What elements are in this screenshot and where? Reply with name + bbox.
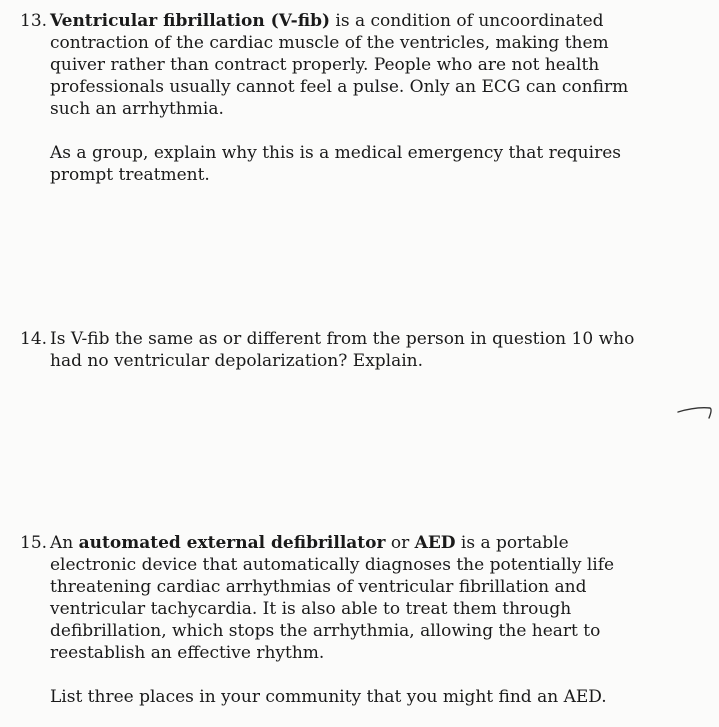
- question-14: [20, 328, 660, 372]
- term-ventricular-fibrillation: Ventricular fibrillation (V-fib): [50, 11, 330, 31]
- question-text-body: is a portable electronic device that automatically diagnoses the potentially life threatening cardiac arrhythmias of ventricular fibrillation and ventricular tachycardia. It is also able to treat them through defibrillation, which stops the arrhythmia, allowing the heart to reestablish an effective rhythm.: [50, 533, 615, 663]
- question-number: 15.: [20, 533, 48, 553]
- question-text-part: or: [385, 533, 415, 553]
- question-number: 13.: [20, 11, 48, 31]
- term-aed: AED: [414, 533, 456, 553]
- question-15: [20, 532, 660, 708]
- question-prompt: As a group, explain why this is a medical emergency that requires prompt treatment.: [50, 143, 621, 185]
- question-text-part: An: [50, 533, 79, 553]
- term-automated-external-defibrillator: automated external defibrillator: [78, 533, 386, 553]
- question-text-body: is a condition of uncoordinated contraction of the cardiac muscle of the ventricles, making them quiver rather than contract properly. People who are not health professionals usually cannot feel a pulse. Only an ECG can confirm such an arrhythmia.: [50, 11, 629, 119]
- question-text: Is V-fib the same as or different from the person in question 10 who had no ventricular depolarization? Explain.: [50, 329, 635, 371]
- pen-mark: [674, 402, 719, 422]
- question-13: [20, 10, 660, 186]
- question-text: [50, 532, 660, 664]
- question-prompt: List three places in your community that you might find an AED.: [50, 687, 607, 707]
- question-text: [50, 10, 660, 120]
- question-number: 14.: [20, 329, 48, 349]
